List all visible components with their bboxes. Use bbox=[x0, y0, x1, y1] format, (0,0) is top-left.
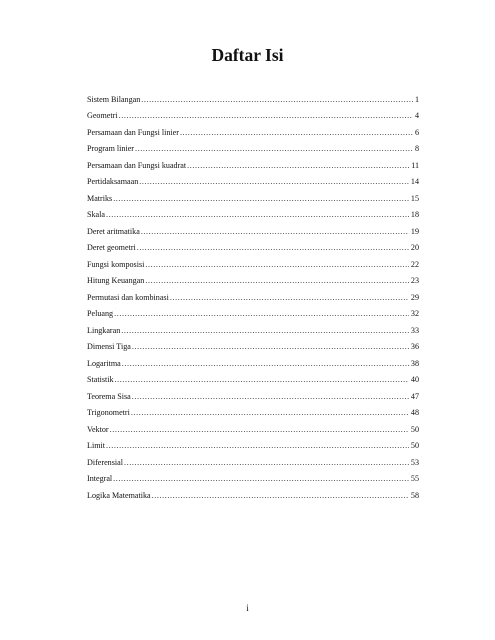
toc-entry-label: Persamaan dan Fungsi linier bbox=[87, 127, 179, 137]
toc-entry-page: 15 bbox=[410, 193, 419, 203]
toc-entry bbox=[87, 385, 419, 402]
toc-dot-leader bbox=[106, 210, 409, 220]
toc-dot-leader bbox=[114, 309, 409, 319]
toc-entry-page: 36 bbox=[410, 342, 419, 351]
toc-entry-label: Hitung Keuangan bbox=[87, 276, 145, 285]
toc-dot-leader bbox=[122, 359, 409, 369]
toc-entry-page: 53 bbox=[410, 457, 419, 467]
toc-entry bbox=[87, 220, 419, 237]
toc-entry-page: 50 bbox=[410, 441, 419, 450]
toc-entry-page: 20 bbox=[410, 243, 419, 252]
toc-entry-page: 8 bbox=[414, 144, 419, 153]
toc-entry bbox=[87, 138, 419, 155]
toc-entry-label: Pertidaksamaan bbox=[87, 177, 139, 186]
toc-entry-page: 33 bbox=[410, 325, 419, 335]
toc-entry-label: Diferensial bbox=[87, 457, 123, 467]
toc-entry bbox=[87, 204, 419, 221]
toc-entry bbox=[87, 105, 419, 122]
toc-dot-leader bbox=[152, 491, 409, 501]
toc-dot-leader bbox=[131, 408, 409, 418]
toc-entry-page: 55 bbox=[410, 474, 419, 483]
toc-entry bbox=[87, 435, 419, 452]
toc-entry bbox=[87, 88, 419, 105]
toc-entry bbox=[87, 253, 419, 270]
toc-entry-label: Lingkaran bbox=[87, 325, 121, 335]
toc-dot-leader bbox=[141, 227, 409, 237]
toc-dot-leader bbox=[121, 326, 409, 336]
toc-dot-leader bbox=[170, 293, 409, 303]
page-number: i bbox=[246, 603, 249, 613]
toc-entry-label: Peluang bbox=[87, 309, 114, 318]
toc-entry-page: 23 bbox=[410, 276, 419, 285]
toc-dot-leader bbox=[135, 144, 413, 154]
toc-entry-label: Dimensi Tiga bbox=[87, 342, 131, 351]
toc-entry-page: 50 bbox=[410, 424, 419, 434]
toc-entry bbox=[87, 451, 419, 468]
toc-entry-page: 14 bbox=[410, 177, 419, 186]
toc-entry-label: Teorema Sisa bbox=[87, 391, 131, 401]
toc-entry-page: 58 bbox=[410, 490, 419, 500]
toc-entry bbox=[87, 319, 419, 336]
toc-entry-label: Persamaan dan Fungsi kuadrat bbox=[87, 160, 187, 170]
toc-entry-label: Sistem Bilangan bbox=[87, 94, 141, 104]
toc-entry-page: 11 bbox=[411, 160, 419, 170]
toc-entry bbox=[87, 484, 419, 501]
toc-dot-leader bbox=[119, 111, 413, 121]
toc-entry bbox=[87, 121, 419, 138]
toc-entry bbox=[87, 171, 419, 188]
toc-entry bbox=[87, 468, 419, 485]
toc-entry bbox=[87, 237, 419, 254]
toc-dot-leader bbox=[113, 474, 409, 484]
toc-entry-label: Integral bbox=[87, 474, 113, 483]
toc-dot-leader bbox=[106, 441, 409, 451]
toc-entry-page: 6 bbox=[414, 127, 419, 137]
toc-dot-leader bbox=[180, 128, 413, 138]
toc-entry bbox=[87, 303, 419, 320]
toc-dot-leader bbox=[110, 425, 409, 435]
toc-dot-leader bbox=[145, 276, 409, 286]
toc-entry-label: Logaritma bbox=[87, 358, 121, 368]
toc-entry-label: Deret geometri bbox=[87, 243, 136, 252]
toc-entry-label: Fungsi komposisi bbox=[87, 259, 145, 269]
toc-entry-label: Permutasi dan kombinasi bbox=[87, 292, 169, 302]
toc-entry-page: 22 bbox=[410, 259, 419, 269]
toc-entry-page: 18 bbox=[410, 210, 419, 219]
toc-entry-label: Statistik bbox=[87, 375, 114, 384]
toc-entry-label: Trigonometri bbox=[87, 408, 130, 417]
toc-dot-leader bbox=[115, 375, 409, 385]
toc-entry bbox=[87, 187, 419, 204]
table-of-contents bbox=[87, 88, 419, 501]
toc-entry-label: Geometri bbox=[87, 111, 118, 120]
toc-dot-leader bbox=[137, 243, 409, 253]
toc-entry-page: 32 bbox=[410, 309, 419, 318]
toc-entry bbox=[87, 154, 419, 171]
toc-dot-leader bbox=[145, 260, 409, 270]
toc-entry bbox=[87, 369, 419, 386]
toc-dot-leader bbox=[187, 161, 409, 171]
toc-entry-page: 1 bbox=[414, 94, 419, 104]
toc-entry-page: 47 bbox=[410, 391, 419, 401]
toc-entry bbox=[87, 352, 419, 369]
toc-entry-page: 19 bbox=[410, 226, 419, 236]
page-title: Daftar Isi bbox=[211, 45, 284, 65]
toc-entry-label: Limit bbox=[87, 441, 105, 450]
toc-entry bbox=[87, 286, 419, 303]
toc-dot-leader bbox=[141, 95, 413, 105]
toc-dot-leader bbox=[139, 177, 409, 187]
toc-entry-label: Deret aritmatika bbox=[87, 226, 140, 236]
toc-entry-label: Matriks bbox=[87, 193, 113, 203]
toc-entry-page: 4 bbox=[414, 111, 419, 120]
toc-entry bbox=[87, 270, 419, 287]
toc-dot-leader bbox=[124, 458, 409, 468]
toc-entry bbox=[87, 418, 419, 435]
toc-dot-leader bbox=[132, 392, 409, 402]
toc-entry-page: 48 bbox=[410, 408, 419, 417]
toc-entry-page: 40 bbox=[410, 375, 419, 384]
toc-dot-leader bbox=[132, 342, 409, 352]
toc-entry-page: 29 bbox=[410, 292, 419, 302]
toc-entry-page: 38 bbox=[410, 358, 419, 368]
toc-entry-label: Skala bbox=[87, 210, 105, 219]
toc-dot-leader bbox=[113, 194, 409, 204]
toc-entry-label: Logika Matematika bbox=[87, 490, 151, 500]
toc-entry-label: Vektor bbox=[87, 424, 109, 434]
toc-entry bbox=[87, 402, 419, 419]
toc-entry-label: Program linier bbox=[87, 144, 134, 153]
toc-entry bbox=[87, 336, 419, 353]
